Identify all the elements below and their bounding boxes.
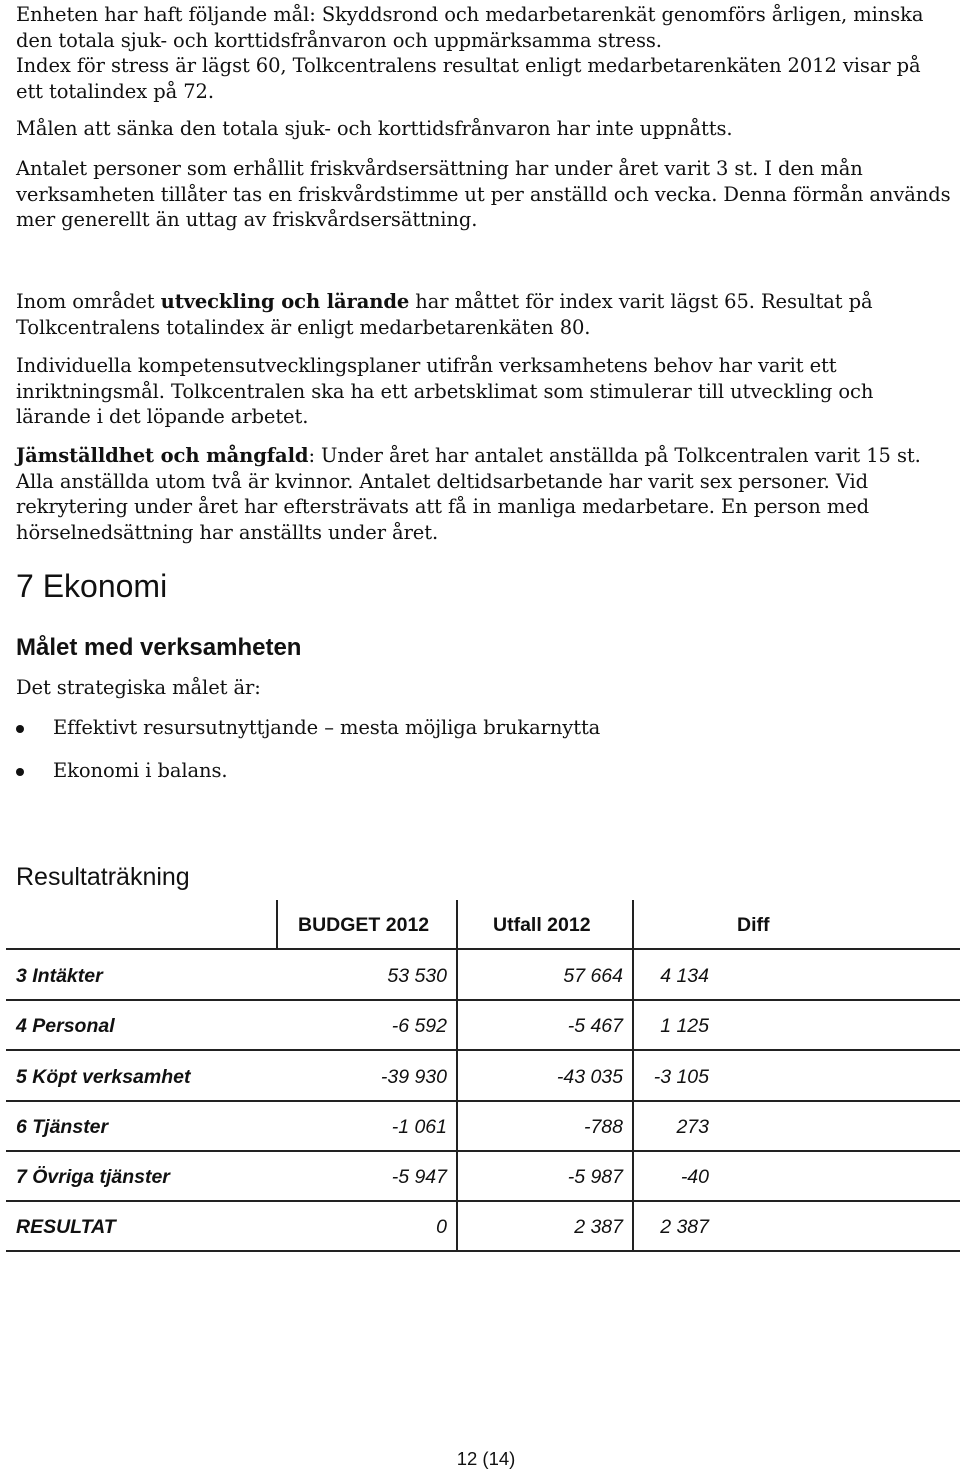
table-title: Resultaträkning — [16, 863, 190, 891]
row-label: RESULTAT — [16, 1216, 116, 1238]
diff-cell: 273 — [676, 1116, 709, 1138]
table-border — [276, 900, 278, 948]
bullet-text: Effektivt resursutnyttjande – mesta möjliga brukarnytta — [53, 716, 601, 739]
row-label: 5 Köpt verksamhet — [16, 1066, 191, 1088]
column-header: Utfall 2012 — [493, 914, 591, 936]
paragraph-competence: Individuella kompetensutvecklingsplaner utifrån verksamhetens behov har varit ett inriktningsmål. Tolkcentralen ska ha ett arbetsklimat som stimulerar till utveckling och lärande i det löpande arbetet. — [16, 354, 874, 428]
utfall-cell: -788 — [583, 1116, 623, 1138]
utfall-cell: 57 664 — [563, 965, 623, 987]
budget-cell: -6 592 — [391, 1015, 447, 1037]
intro-text: Det strategiska målet är: — [16, 676, 261, 699]
page-number: 12 (14) — [456, 1448, 516, 1469]
utfall-cell: -5 987 — [567, 1166, 623, 1188]
row-label: 7 Övriga tjänster — [16, 1166, 170, 1188]
column-header: Diff — [737, 914, 770, 936]
paragraph-wellness: Antalet personer som erhållit friskvårdsersättning har under året varit 3 st. I den mån verksamheten tillåter tas en friskvårdstimme ut per anställd och vecka. Denna förmån används mer generellt än uttag av friskvårdsersättning. — [16, 157, 951, 231]
row-label: 4 Personal — [16, 1015, 115, 1037]
table-border — [6, 1200, 960, 1202]
text-segment: har måttet för index varit lägst 65. Resultat på Tolkcentralens totalindex är enligt medarbetarenkäten 80. — [16, 290, 873, 339]
text-segment: Inom området — [16, 290, 161, 313]
bullet-icon — [16, 725, 24, 733]
table-border — [6, 1100, 960, 1102]
diff-cell: 1 125 — [660, 1015, 709, 1037]
utfall-cell: -5 467 — [567, 1015, 623, 1037]
budget-cell: -39 930 — [380, 1066, 447, 1088]
paragraph-stress-index: Index för stress är lägst 60, Tolkcentralens resultat enligt medarbetarenkäten 2012 visar på ett totalindex på 72. — [16, 54, 921, 103]
paragraph-absence: Målen att sänka den totala sjuk- och korttidsfrånvaron har inte uppnåtts. — [16, 117, 733, 140]
section-heading: 7 Ekonomi — [16, 568, 168, 604]
bullet-text: Ekonomi i balans. — [53, 759, 228, 782]
utfall-cell: -43 035 — [556, 1066, 623, 1088]
row-label: 3 Intäkter — [16, 965, 103, 987]
paragraph-development — [16, 289, 951, 340]
budget-cell: -5 947 — [391, 1166, 447, 1188]
table-border — [6, 999, 960, 1001]
paragraph-goals: Enheten har haft följande mål: Skyddsrond och medarbetarenkät genomförs årligen, minska den totala sjuk- och korttidsfrånvaron och uppmärksamma stress. — [16, 3, 924, 52]
paragraph-equality — [16, 443, 951, 545]
budget-cell: 53 530 — [387, 965, 447, 987]
table-border — [6, 1150, 960, 1152]
budget-cell: -1 061 — [391, 1116, 447, 1138]
diff-cell: 2 387 — [660, 1216, 709, 1238]
bold-term: utveckling och lärande — [160, 290, 410, 313]
bullet-icon — [16, 768, 24, 776]
subheading: Målet med verksamheten — [16, 634, 302, 661]
diff-cell: 4 134 — [660, 965, 709, 987]
diff-cell: -3 105 — [653, 1066, 709, 1088]
row-label: 6 Tjänster — [16, 1116, 109, 1138]
utfall-cell: 2 387 — [574, 1216, 623, 1238]
bold-term: Jämställdhet och mångfald — [16, 444, 309, 467]
table-border — [6, 948, 960, 950]
table-border — [6, 1049, 960, 1051]
budget-cell: 0 — [436, 1216, 447, 1238]
text-segment: : Under året har antalet anställda på Tolkcentralen varit 15 st. Alla anställda utom två är kvinnor. Antalet deltidsarbetande har varit sex personer. Vid rekrytering under året har eftersträvats att få in manliga medarbetare. En person med hörselnedsättning har anställts under året. — [16, 444, 921, 544]
column-header: BUDGET 2012 — [298, 914, 430, 936]
diff-cell: -40 — [680, 1166, 709, 1188]
table-border — [6, 1250, 960, 1252]
